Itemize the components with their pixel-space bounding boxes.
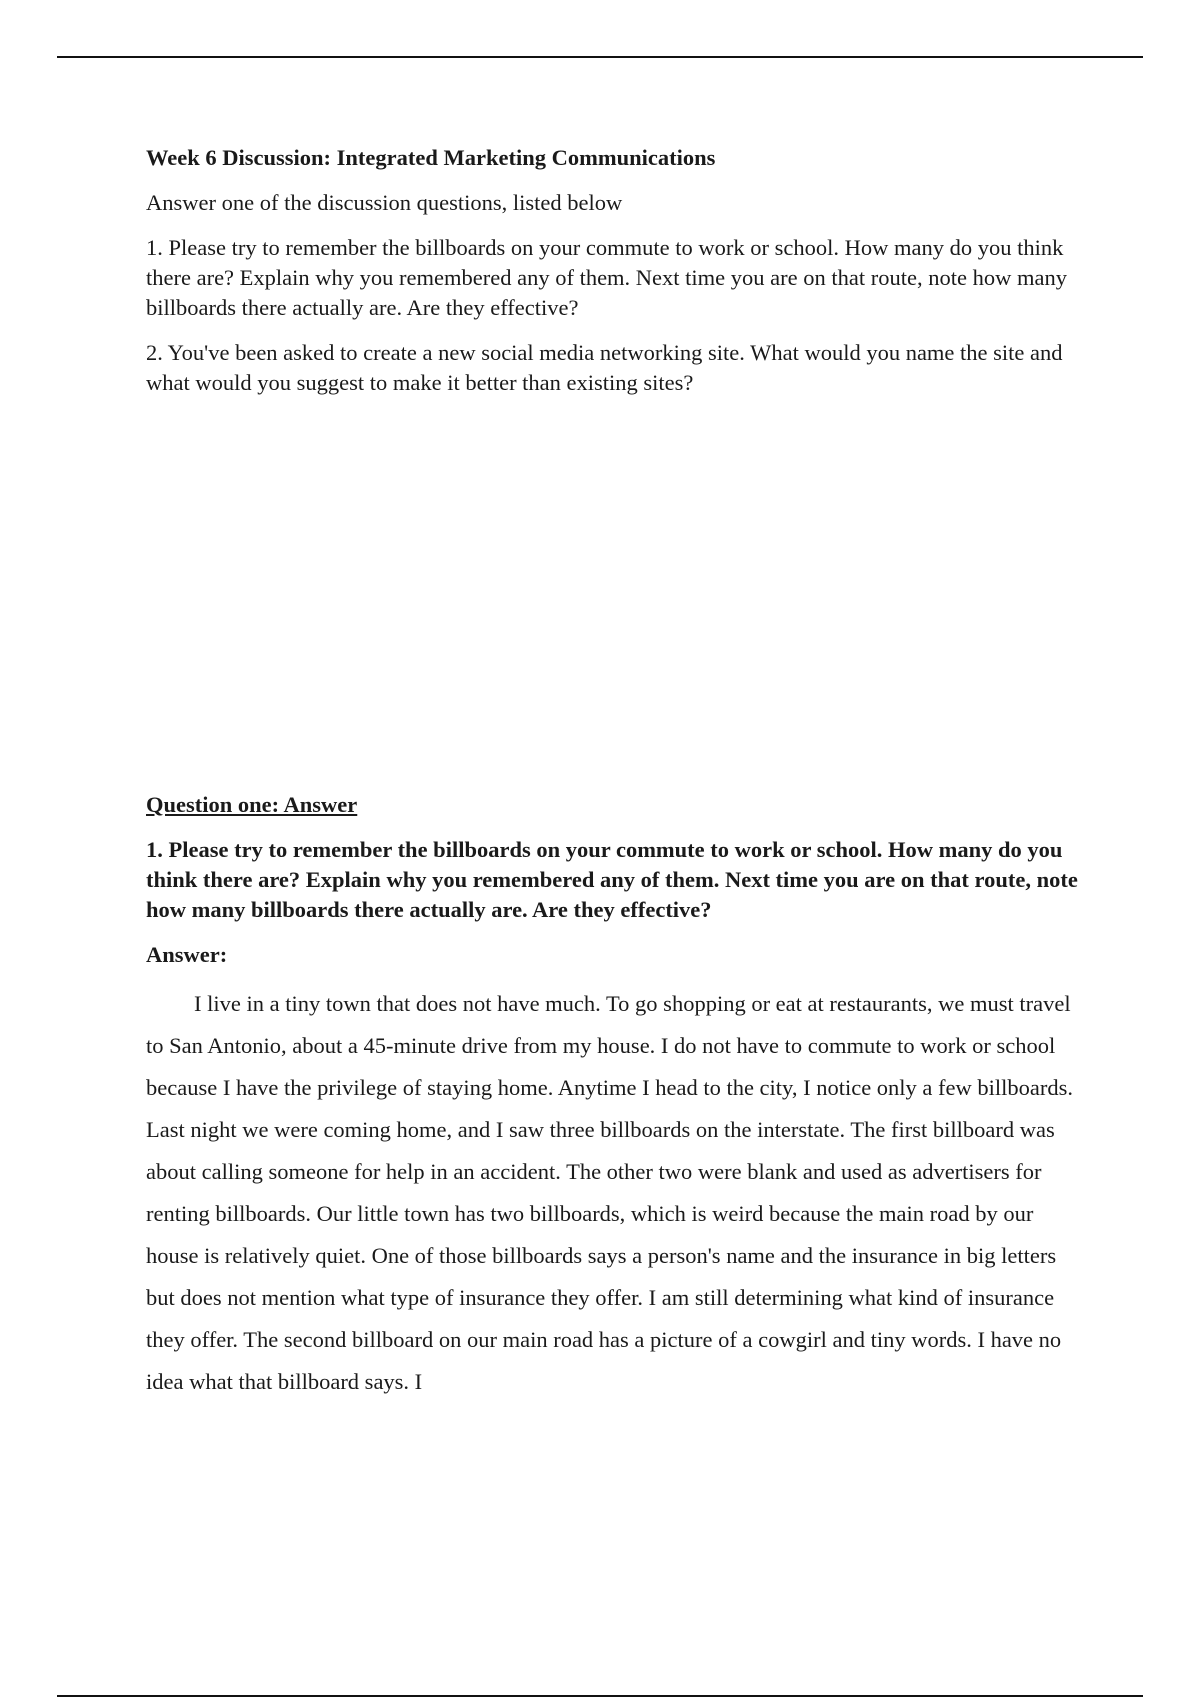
instruction-text: Answer one of the discussion questions, listed below [146, 190, 623, 215]
answer-heading: Question one: Answer [146, 792, 358, 817]
bottom-rule [57, 1695, 1143, 1697]
document-body [146, 143, 1090, 1403]
top-rule [57, 56, 1143, 58]
discussion-question-1: 1. Please try to remember the billboards on your commute to work or school. How many do you think there are? Explain why you remembered any of them. Next time you are on that route, note how many billboards there actually are. Are they effective? [146, 235, 1067, 320]
discussion-question-2: 2. You've been asked to create a new social media networking site. What would you name the site and what would you suggest to make it better than existing sites? [146, 340, 1063, 395]
answer-label: Answer: [146, 942, 228, 967]
blank-space [146, 413, 1090, 790]
answer-body: I live in a tiny town that does not have much. To go shopping or eat at restaurants, we must travel to San Antonio, about a 45-minute drive from my house. I do not have to commute to work or school because I have the privilege of staying home. Anytime I head to the city, I notice only a few billboards. Last night we were coming home, and I saw three billboards on the interstate. The first billboard was about calling someone for help in an accident. The other two were blank and used as advertisers for renting billboards. Our little town has two billboards, which is weird because the main road by our house is relatively quiet. One of those billboards says a person's name and the insurance in big letters but does not mention what type of insurance they offer. I am still determining what kind of insurance they offer. The second billboard on our main road has a picture of a cowgirl and tiny words. I have no idea what that billboard says. I [146, 991, 1074, 1394]
answered-question: 1. Please try to remember the billboards on your commute to work or school. How many do you think there are? Explain why you remembered any of them. Next time you are on that route, note how many billboards there actually are. Are they effective? [146, 837, 1078, 922]
document-title: Week 6 Discussion: Integrated Marketing Communications [146, 145, 716, 170]
